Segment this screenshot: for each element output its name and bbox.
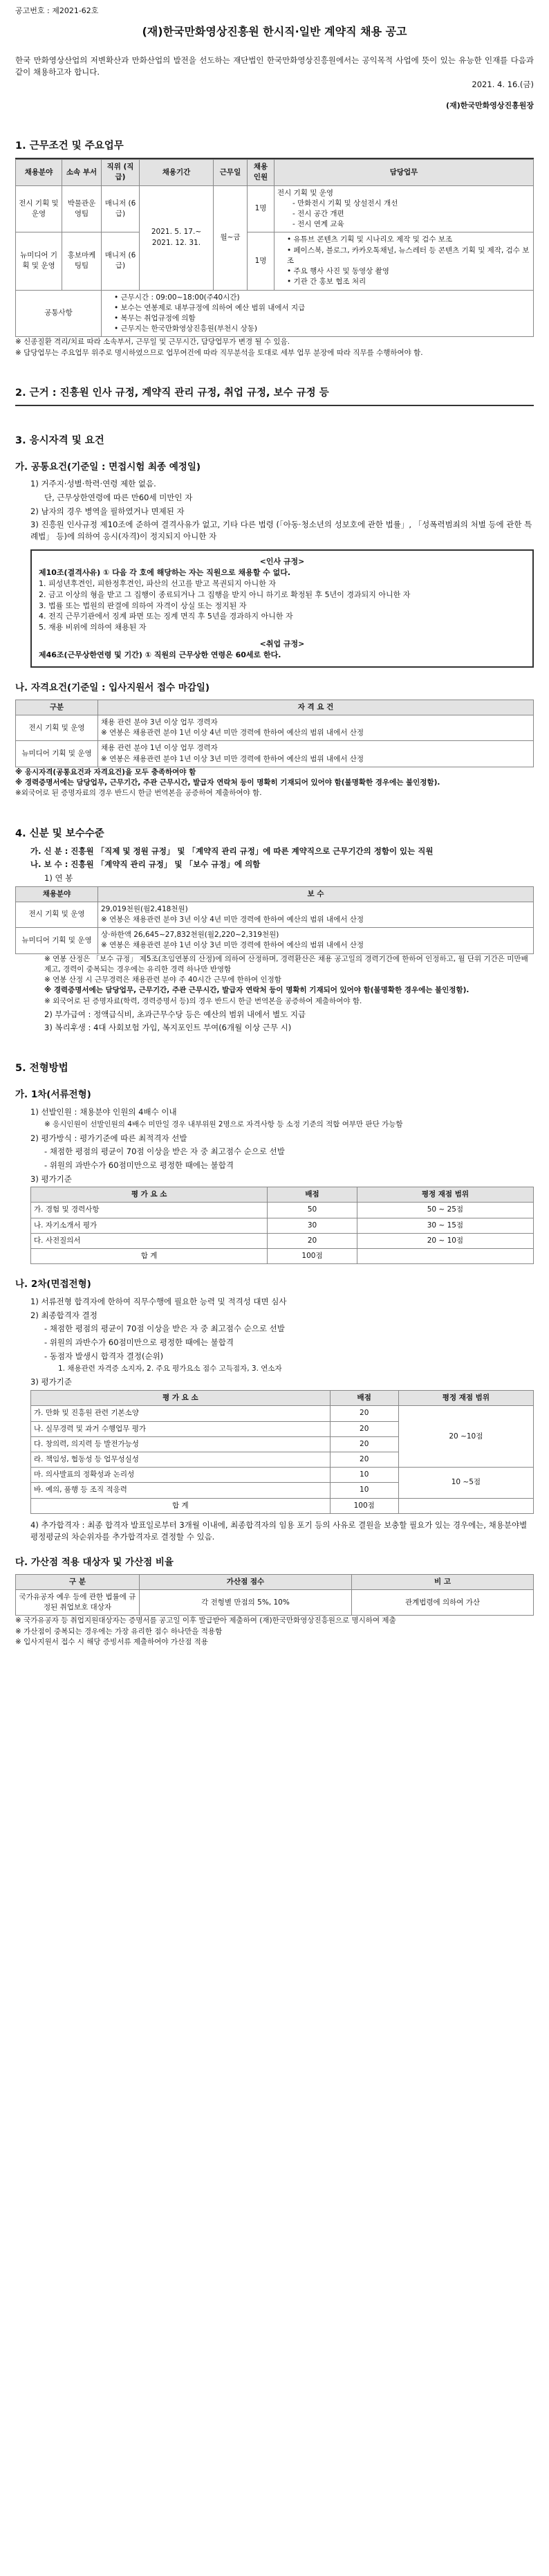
employment-period: 2021. 5. 17.~ 2021. 12. 31.: [140, 185, 214, 290]
subsection-title: 나. 2차(면접전형): [15, 1279, 91, 1290]
bonus-table: 구 분 가산점 점수 비 고 국가유공자 예우 등에 관한 법률에 규정된 취업보호 대상자 각 전형별 만점의 5%, 10% 관계법령에 의하여 가산: [15, 1574, 534, 1616]
table-row: 나. 실무경력 및 과거 수행업무 평가 20: [31, 1421, 534, 1436]
table-row: 공통사항 • 근무시간 : 09:00~18:00(주40시간) • 보수는 연봉제로 내부규정에 의하여 예산 범위 내에서 지급 • 복무는 취업규정에 의함 • 근무지는 한국만화영상진흥원(부천시 상동): [16, 290, 534, 337]
section-3-heading: 3. 응시자격 및 요건: [15, 435, 104, 446]
salary-table: 채용분야 보 수 전시 기획 및 운영 29,019천원(월2,418천원) ※ 연봉은 채용관련 분야 3년 이상 4년 미만 경력에 한하여 예산의 범위 내에서 산정 뉴미디어 기획 및 운영 상·하한액 26,645~27,832천원(월2,220~2,319천원) ※ 연봉은 채용관련 분야 1년 이상 3년 미만 경력에 한하여 예산의 범위 내에서 산정: [15, 886, 534, 954]
table-row: 다. 창의력, 의지력 등 발전가능성 20: [31, 1436, 534, 1452]
table-row: 국가유공자 예우 등에 관한 법률에 규정된 취업보호 대상자 각 전형별 만점의 5%, 10% 관계법령에 의하여 가산: [16, 1590, 534, 1616]
qualification-table: 구분 자 격 요 건 전시 기획 및 운영 채용 관련 분야 3년 이상 업무 경력자 ※ 연봉은 채용관련 분야 1년 이상 4년 미만 경력에 한하여 예산의 범위 내에서 산정 뉴미디어 기획 및 운영 채용 관련 분야 1년 이상 업무 경력자 ※ 연봉은 채용관련 분야 1년 이상 3년 미만 경력에 한하여 예산의 범위 내에서 산정: [15, 700, 534, 767]
table-row: 뉴미디어 기획 및 운영 홍보마케팅팀 매니저 (6급) 1명 • 유튜브 콘텐츠 기획 및 시나리오 제작 및 검수 보조 • 페이스북, 블로그, 카카오톡채널, 뉴스레터 등 콘텐츠 기획 및 제작, 검수 보조 • 주요 행사 사진 및 동영상 촬영 • 기관 간 홍보 협조 처리: [16, 232, 534, 290]
table-header: 소속 부서: [62, 160, 102, 185]
evaluation-table-1: 평 가 요 소 배점 평정 재점 범위 가. 경험 및 경력사항 50 50 ~ 25점 나. 자기소개서 평가 30 30 ~ 15점 다. 사전질의서 20 20 ~ 10점 합 계 100점: [30, 1187, 534, 1264]
table-header: 근무일: [214, 160, 248, 185]
section-1-heading: 1. 근무조건 및 주요업무: [15, 140, 124, 152]
page-title: (재)한국만화영상진흥원 한시직·일반 계약직 채용 공고: [142, 24, 407, 38]
subsection-title: 나. 자격요건(기준일 : 입사지원서 접수 마감일): [15, 682, 210, 694]
intro-text: 한국 만화영상산업의 저변확산과 만화산업의 발전을 선도하는 재단법인 한국만화영상진흥원에서는 공익목적 사업에 뜻이 있는 유능한 인재를 다음과 같이 채용하고자 합니다.: [15, 55, 534, 77]
table-row: 전시 기획 및 운영 박물관운영팀 매니저 (6급) 2021. 5. 17.~ 2021. 12. 31. 월~금 1명 전시 기획 및 운영 - 만화전시 기획 및 상설전시 개선 - 전시 공간 개편 - 전시 연계 교육: [16, 185, 534, 232]
table-row: 가. 경험 및 경력사항 50 50 ~ 25점: [31, 1203, 534, 1218]
table-row: 뉴미디어 기획 및 운영 채용 관련 분야 1년 이상 업무 경력자 ※ 연봉은 채용관련 분야 1년 이상 3년 미만 경력에 한하여 예산의 범위 내에서 산정: [16, 741, 534, 767]
conditions-table: [15, 159, 534, 337]
table-row: 합 계 100점: [31, 1498, 534, 1513]
section-2-heading: 2. 근거 : 진흥원 인사 규정, 계약직 관리 규정, 취업 규정, 보수 규정 등: [15, 387, 329, 399]
section-4-heading: 4. 신분 및 보수수준: [15, 828, 104, 839]
note: ※ 담당업무는 주요업무 위주로 명시하였으므로 업무여건에 따라 직무분석을 토대로 세부 업무 분장에 따라 직무를 수행하여야 함.: [15, 348, 423, 357]
table-row: 합 계 100점: [31, 1249, 534, 1264]
regulation-box: <인사 규정> 제10조(결격사유) ① 다음 각 호에 해당하는 자는 직원으로 채용할 수 없다. 1. 피성년후견인, 피한정후견인, 파산의 선고를 받고 복권되지 아니한 자 2. 금고 이상의 형을 받고 그 집행이 종료되거나 그 집행을 받지 아니 하기로 확정된 후 5년이 경과되지 아니한 자 3. 법률 또는 법원의 판결에 의하여 자격이 상실 또는 정지된 자 4. 전직 근무기관에서 징계 파면 또는 징계 면직 후 5년을 경과하지 아니한 자 5. 재용 비위에 의하여 채용된 자 <취업 규정> 제46조(근무상한연령 및 기간) ① 직원의 근무상한 연령은 60세로 한다.: [30, 549, 534, 668]
table-row: 나. 자기소개서 평가 30 30 ~ 15점: [31, 1218, 534, 1233]
table-header: 채용기간: [140, 160, 214, 185]
evaluation-table-2: 평 가 요 소 배점 평정 재점 범위 가. 만화 및 진흥원 관련 기본소양 20 20 ~10점 나. 실무경력 및 과거 수행업무 평가 20 다. 창의력, 의지력 등 발전가능성 20 라. 책임성, 협동성 등 업무성실성 20 마. 의사발표의 정확성과 논리성 10 10 ~5점 바. 예의, 품행 등 조직 적응력 10 합 계 100점: [30, 1390, 534, 1514]
organization-name: (재)한국만화영상진흥원장: [446, 101, 534, 111]
table-row: 마. 의사발표의 정확성과 논리성 10 10 ~5점: [31, 1468, 534, 1483]
work-days: 월~금: [214, 185, 248, 290]
section-5-heading: 5. 전형방법: [15, 1063, 68, 1075]
table-header: 직위 (직급): [102, 160, 140, 185]
notice-page: 공고번호 : 제2021-62호 (재)한국만화영상진흥원 한시직·일반 계약직 채용 공고 한국 만화영상산업의 저변확산과 만화산업의 발전을 선도하는 재단법인 한국만화영상진흥원에서는 공익목적 사업에 뜻이 있는 유능한 인재를 다음과 같이 채용하고자 합니다. 2021. 4. 16.(금) (재)한국만화영상진흥원장 1. 근무조건 및 주요업무 채용분야 소속 부서 직위 (직급) 채용기간 근무일 채용 인원 담당업무 전시 기획 및 운영 박물관운영팀 매니저 (6급) 2021. 5. 17.~ 2021. 12. 31. 월~금 1명 전시 기획 및 운영 - 만화전시 기획 및 상설전시 개선 - 전시 공간 개편 - 전시 연계 교육 뉴미디어 기획 및 운영 홍보마케팅팀 매니저 (6급) 1명 • 유튜브 콘텐츠 기획 및 시나리오 제작 및 검수 보조 • 페이스북, 블로그, 카카오톡채널, 뉴스레터 등 콘텐츠 기획 및 제작, 검수 보조 • 주요 행사 사진 및 동영상 촬영 • 기관 간 홍보 협조 처리 공통사항 • 근무시간 : 09:00~18:00(주40시간) • 보수는 연봉제로 내부규정에 의하여 예산 범위 내에서 지급 • 복무는 취업규정에 의함 • 근무지는 한국만화영상진흥원(부천시 상동) ※ 신종질환 격리/치료 따라 소속부서, 근무일 및 근무시간, 담당업무가 변경 될 수 있음. ※ 담당업무는 주요업무 위주로 명시하였으므로 업무여건에 따라 직무분석을 토대로 세부 업무 분장에 따라 직무를 수행하여야 함. 2. 근거 : 진흥원 인사 규정, 계약직 관리 규정, 취업 규정, 보수 규정 등 3. 응시자격 및 요건 가. 공통요건(기준일 : 면접시험 최종 예정일) 1) 거주지·성별·학력·연령 제한 없음. 단, 근무상한연령에 따른 만60세 미만인 자 2) 남자의 경우 병역을 필하였거나 면제된 자 3) 진흥원 인사규정 제10조에 준하여 결격사유가 없고, 기타 다른 법령 (「아동·청소년의 성보호에 관한 법률」, 「성폭력범죄의 처벌 등에 관한 특례법」 등)에 의하여 응시(자격)이 정지되지 아니한 자 <인사 규정> 제10조(결격사유) ① 다음 각 호에 해당하는 자는 직원으로 채용할 수 없다. 1. 피성년후견인, 피한정후견인, 파산의 선고를 받고 복권되지 아니한 자 2. 금고 이상의 형을 받고 그 집행이 종료되거나 그 집행을 받지 아니 하기로 확정된 후 5년이 경과되지 아니한 자 3. 법률 또는 법원의 판결에 의하여 자격이 상실 또는 정지된 자 4. 전직 근무기관에서 징계 파면 또는 징계 면직 후 5년을 경과하지 아니한 자 5. 재용 비위에 의하여 채용된 자 <취업 규정> 제46조(근무상한연령 및 기간) ① 직원의 근무상한 연령은 60세로 한다. 나. 자격요건(기준일 : 입사지원서 접수 마감일) 구분 자 격 요 건 전시 기획 및 운영 채용 관련 분야 3년 이상 업무 경력자 ※ 연봉은 채용관련 분야 1년 이상 4년 미만 경력에 한하여 예산의 범위 내에서 산정 뉴미디어 기획 및 운영 채용 관련 분야 1년 이상 업무 경력자 ※ 연봉은 채용관련 분야 1년 이상 3년 미만 경력에 한하여 예산의 범위 내에서 산정 ※ 응시자격(공통요건과 자격요건)을 모두 충족하여야 함 ※ 경력증명서에는 담당업무, 근무기간, 주관 근무시간, 발급자 연락처 등이 명확히 기재되어 있어야 함(불명확한 경우에는 불인정함). ※외국어로 된 증명자료의 경우 반드시 한글 번역본을 공증하여 제출하여야 함. 4. 신분 및 보수수준 가. 신 분 : 진흥원 「직제 및 정원 규정」 및 「계약직 관리 규정」에 따른 계약직으로 근무기간의 정함이 있는 직원 나. 보 수 : 진흥원 「계약직 관리 규정」 및 「보수 규정」에 의함 1) 연 봉 채용분야 보 수 전시 기획 및 운영 29,019천원(월2,418천원) ※ 연봉은 채용관련 분야 3년 이상 4년 미만 경력에 한하여 예산의 범위 내에서 산정 뉴미디어 기획 및 운영 상·하한액 26,645~27,832천원(월2,220~2,319천원) ※ 연봉은 채용관련 분야 1년 이상 3년 미만 경력에 한하여 예산의 범위 내에서 산정 ※ 연봉 산정은 「보수 규정」 제5조(초임연봉의 산정)에 의하여 산정하며, 경력환산은 채용 공고일의 경력기간에 한하여 인정하고, 월 단위 기간은 미만배제고, 경력이 중복되는 경우에는 유리한 경력 하나만 반영함 ※ 연봉 산정 시 근무경력은 채용관련 분야 주 40시간 근무에 한하여 인정함 ※ 경력증명서에는 담당업무, 근무기간, 주관 근무시간, 발급자 연락처 등이 명확히 기재되어 있어야 함(불명확한 경우에는 불인정함). ※ 외국어로 된 증명자료(학력, 경력증명서 등)의 경우 반드시 한글 번역본을 공증하여 제출하여야 함. 2) 부가급여 : 정액급식비, 초과근무수당 등은 예산의 범위 내에서 별도 지급 3) 복리후생 : 4대 사회보험 가입, 복지포인트 부여(6개월 이상 근무 시) 5. 전형방법 가. 1차(서류전형) 1) 선발인원 : 채용분야 인원의 4배수 이내 ※ 응시인원이 선발인원의 4배수 미만일 경우 내부위원 2명으로 자격사항 등 소정 기준의 적합 여부만 판단 가능함 2) 평가방식 : 평가기준에 따른 최적격자 선발 - 채점한 평점의 평균이 70점 이상을 받은 자 중 최고점수 순으로 선발 - 위원의 과반수가 60점미만으로 평정한 때에는 불합격 3) 평가기준 평 가 요 소 배점 평정 재점 범위 가. 경험 및 경력사항 50 50 ~ 25점 나. 자기소개서 평가 30 30 ~ 15점 다. 사전질의서 20 20 ~ 10점 합 계 100점 나. 2차(면접전형) 1) 서류전형 합격자에 한하여 직무수행에 필요한 능력 및 적격성 대면 심사 2) 최종합격자 결정 - 채점한 평점의 평균이 70점 이상을 받은 자 중 최고점수 순으로 선발 - 위원의 과반수가 60점미만으로 평정한 때에는 불합격 - 동점자 발생시 합격자 결정(순위) 1. 채용관련 자격증 소지자, 2. 주요 평가요소 점수 고득점자, 3. 연소자 3) 평가기준 평 가 요 소 배점 평정 재점 범위 가. 만화 및 진흥원 관련 기본소양 20 20 ~10점 나. 실무경력 및 과거 수행업무 평가 20 다. 창의력, 의지력 등 발전가능성 20 라. 책임성, 협동성 등 업무성실성 20 마. 의사발표의 정확성과 논리성 10 10 ~5점 바. 예의, 품행 등 조직 적응력 10 합 계 100점 4) 추가합격자 : 최종 합격자 발표일로부터 3개월 이내에, 최종합격자의 임용 포기 등의 사유로 결원을 보충할 필요가 있는 경우에는, 채용분야별 평정평균의 차순위자를 추가합격자로 결정할 수 있음. 다. 가산점 적용 대상자 및 가산점 비율 구 분 가산점 점수 비 고 국가유공자 예우 등에 관한 법률에 규정된 취업보호 대상자 각 전형별 만점의 5%, 10% 관계법령에 의하여 가산 ※ 국가유공자 등 취업지원대상자는 증명서를 공고일 이후 발급받아 제출하여 (재)한국만화영상진흥원으로 명시하여 제출 ※ 가산점이 중복되는 경우에는 가장 유리한 점수 하나만을 적용함 ※ 입사지원서 접수 시 해당 증빙서류 제출하여야 가산점 적용: [0, 0, 549, 2576]
notice-date: 2021. 4. 16.(금): [472, 80, 534, 90]
table-header: 채용 인원: [248, 160, 274, 185]
table-header: 채용분야: [16, 160, 62, 185]
table-row: 라. 책임성, 협동성 등 업무성실성 20: [31, 1452, 534, 1468]
table-header: 담당업무: [274, 160, 534, 185]
subsection-title: 가. 공통요건(기준일 : 면접시험 최종 예정일): [15, 461, 201, 473]
subsection-title: 다. 가산점 적용 대상자 및 가산점 비율: [15, 1557, 174, 1569]
table-row: 전시 기획 및 운영 29,019천원(월2,418천원) ※ 연봉은 채용관련 분야 3년 이상 4년 미만 경력에 한하여 예산의 범위 내에서 산정: [16, 902, 534, 927]
table-row: 전시 기획 및 운영 채용 관련 분야 3년 이상 업무 경력자 ※ 연봉은 채용관련 분야 1년 이상 4년 미만 경력에 한하여 예산의 범위 내에서 산정: [16, 715, 534, 740]
table-row: 뉴미디어 기획 및 운영 상·하한액 26,645~27,832천원(월2,220~2,319천원) ※ 연봉은 채용관련 분야 1년 이상 3년 미만 경력에 한하여 예산의 범위 내에서 산정: [16, 928, 534, 953]
table-row: 다. 사전질의서 20 20 ~ 10점: [31, 1233, 534, 1248]
table-row: 바. 예의, 품행 등 조직 적응력 10: [31, 1483, 534, 1498]
subsection-title: 가. 1차(서류전형): [15, 1089, 91, 1101]
notice-number: 공고번호 : 제2021-62호: [15, 6, 99, 15]
note: ※ 신종질환 격리/치료 따라 소속부서, 근무일 및 근무시간, 담당업무가 변경 될 수 있음.: [15, 338, 290, 347]
table-row: 가. 만화 및 진흥원 관련 기본소양 20 20 ~10점: [31, 1406, 534, 1421]
